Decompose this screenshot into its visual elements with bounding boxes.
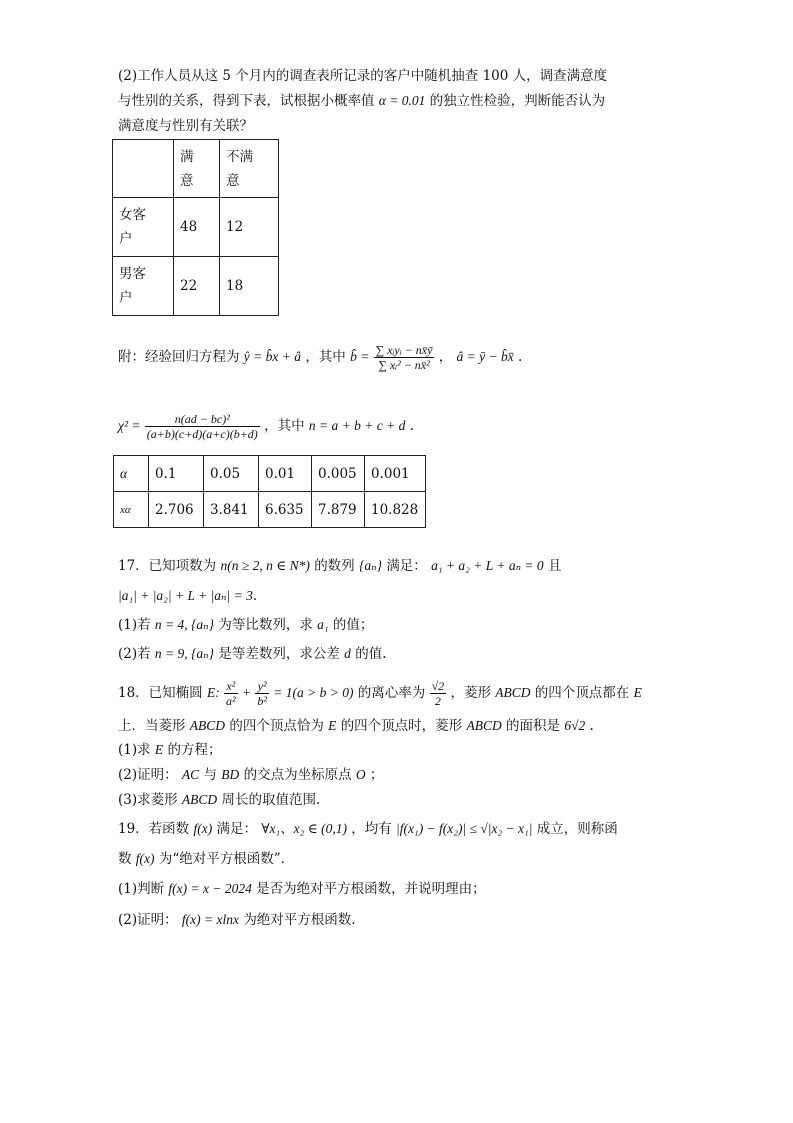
q17-line2 (118, 586, 257, 606)
q18-text: (2)证明： (118, 767, 178, 783)
q18-math: = 1(a > b > 0) (273, 685, 354, 700)
q18-part3 (118, 790, 320, 810)
q17-part1 (118, 615, 373, 635)
q18-text: 的四个顶点都在 (534, 685, 630, 701)
header-unsatisfied: 不满 意 (220, 140, 279, 198)
alpha-cell: 0.05 (204, 456, 259, 492)
q18-text: ，菱形 (450, 685, 491, 701)
appendix-mid: ，其中 (305, 349, 346, 365)
q17-text: (2)若 (118, 646, 151, 662)
male-unsatisfied: 18 (220, 257, 279, 316)
x-row-label: xα (114, 492, 149, 528)
alpha-cell: 0.01 (259, 456, 312, 492)
q18-math: ABCD (495, 685, 531, 700)
q18-eccentricity (430, 679, 447, 708)
q18-frac-x (224, 679, 238, 708)
q18-text: 的面积是 (506, 718, 561, 734)
q17-line1 (118, 556, 561, 576)
q19-line1 (118, 816, 618, 842)
q19-text: 为“绝对平方根函数”． (158, 851, 295, 867)
q17-text: 是等差数列，求公差 (218, 646, 340, 662)
q17-text: 17．已知项数为 (118, 558, 217, 574)
x-cell: 3.841 (204, 492, 259, 528)
q18-text: (1)求 (118, 742, 151, 758)
n-definition: n = a + b + c + d (308, 418, 406, 433)
q19-text: 是否为绝对平方根函数，并说明理由； (256, 881, 486, 897)
q17-math: n = 9, {aₙ} (154, 646, 215, 661)
header-satisfied: 满 意 (174, 140, 220, 198)
alpha-cell: 0.005 (312, 456, 365, 492)
male-satisfied: 22 (174, 257, 220, 316)
bhat-lhs: b̂ = (350, 349, 370, 364)
q18-text: 18．已知椭圆 (118, 685, 203, 701)
q17-n-condition: n(n ≥ 2, n ∈ N*) (220, 558, 310, 573)
q17-text: 的值. (355, 646, 387, 662)
q19-math: f(x) = x − 2024 (168, 881, 252, 896)
table-row (114, 456, 426, 492)
q18-math: BD (221, 767, 240, 782)
q17-text: 且 (547, 558, 562, 574)
q18-math: ABCD (466, 718, 502, 733)
q18-math: E (328, 718, 337, 733)
q17-math: n = 4, {aₙ} (154, 617, 215, 632)
frac-num: x² (224, 679, 238, 694)
q19-text: 19．若函数 (118, 821, 190, 837)
q19-math: f(x) (193, 821, 213, 836)
q18-text: 的离心率为 (357, 685, 426, 701)
frac-num: √2 (431, 679, 445, 693)
q17-math: d (344, 646, 351, 661)
alpha-cell: 0.1 (149, 456, 204, 492)
x-cell: 10.828 (365, 492, 426, 528)
bhat-fraction (374, 343, 435, 372)
x-cell: 2.706 (149, 492, 204, 528)
q18-text: (3)求菱形 (118, 792, 178, 808)
q17-part2 (118, 644, 387, 664)
q19-text: ，均有 (351, 821, 392, 837)
q19-math: ∀x₁、x₂ ∈ (0,1) (261, 821, 347, 836)
q18-text: ； (369, 767, 384, 783)
q18-text: 上．当菱形 (118, 718, 186, 734)
ahat-formula: â = ȳ − b̂x̄ (456, 349, 514, 364)
q18-math: O (355, 767, 366, 782)
q18-part1 (118, 740, 221, 760)
frac-num: y² (255, 679, 269, 694)
bhat-numerator: ∑ xᵢyᵢ − nx̄ȳ (375, 343, 433, 357)
q19-text: 为绝对平方根函数. (243, 912, 356, 928)
q18-line2 (118, 716, 594, 736)
table-corner-cell (113, 140, 174, 198)
q19-text: 成立，则称函 (536, 821, 618, 837)
q17-text: (1)若 (118, 617, 151, 633)
q16-part2-line1: (2)工作人员从这 5 个月内的调查表所记录的客户中随机抽查 100 人，调查满意度 (118, 68, 608, 84)
bhat-denominator: ∑ xᵢ² − nx̄² (378, 358, 430, 372)
appendix-end: . (518, 349, 523, 365)
q19-math: f(x) = xlnx (181, 912, 240, 927)
q17-sequence: {aₙ} (358, 558, 383, 573)
q19-inequality: |f(x₁) − f(x₂)| ≤ √|x₂ − x₁| (396, 821, 533, 836)
q17-text: 满足： (386, 558, 427, 574)
q18-math: ABCD (189, 718, 226, 733)
chi-mid: ，其中 (264, 418, 305, 434)
alpha-row-label: α (114, 456, 149, 492)
q18-math: + (241, 685, 252, 700)
table-row (113, 198, 279, 257)
q18-math: 6√2 (564, 718, 586, 733)
female-unsatisfied: 12 (220, 198, 279, 257)
q17-text: . (252, 588, 258, 604)
q18-text: 周长的取值范围. (221, 792, 321, 808)
q18-math: E (154, 742, 164, 757)
chi-denominator: (a+b)(c+d)(a+c)(b+d) (146, 427, 258, 441)
x-cell: 6.635 (259, 492, 312, 528)
q18-frac-y (255, 679, 269, 708)
q18-math: ABCD (181, 792, 218, 807)
frac-den: b² (257, 694, 267, 708)
q18-part2 (118, 765, 383, 785)
q19-text: 数 (118, 851, 132, 867)
q17-math: a₁ (317, 617, 329, 632)
q18-text: 与 (203, 767, 217, 783)
q18-math: E: (206, 685, 220, 700)
critical-value-table (113, 455, 426, 528)
q16-part2-line2 (118, 91, 605, 111)
q17-sum-condition: a₁ + a₂ + L + aₙ = 0 (431, 558, 544, 573)
chi-end: . (409, 418, 414, 434)
q18-text: 的交点为坐标原点 (243, 767, 352, 783)
chi-lhs: χ² = (118, 418, 141, 433)
q16-part2-line2-b: 的独立性检验，判断能否认为 (429, 93, 606, 109)
female-satisfied: 48 (174, 198, 220, 257)
q18-math: AC (181, 767, 200, 782)
alpha-cell: 0.001 (365, 456, 426, 492)
q18-text: 的四个顶点时，菱形 (340, 718, 463, 734)
frac-den: a² (226, 694, 236, 708)
q17-text: 的数列 (314, 558, 355, 574)
q17-text: 的值； (332, 617, 374, 633)
q19-part2 (118, 910, 356, 930)
q19-text: 满足： (216, 821, 258, 837)
q18-line1 (118, 676, 642, 710)
chi-numerator: n(ad − bc)² (145, 412, 260, 427)
q19-text: (1)判断 (118, 881, 165, 897)
table-row (113, 257, 279, 316)
q17-text: 为等比数列，求 (218, 617, 313, 633)
frac-den: 2 (434, 694, 441, 708)
q18-text: . (589, 718, 594, 734)
chi-square-line (118, 408, 414, 444)
x-cell: 7.879 (312, 492, 365, 528)
q19-part1 (118, 879, 486, 899)
q19-math: f(x) (135, 851, 155, 866)
q18-math: E (633, 685, 642, 700)
row-label-male: 男客 户 (113, 257, 174, 316)
appendix-prefix: 附：经验回归方程为 (118, 349, 240, 365)
q18-text: 的四个顶点恰为 (229, 718, 324, 734)
q18-text: 的方程； (167, 742, 222, 758)
alpha-value: α = 0.01 (378, 93, 426, 108)
q19-text: (2)证明： (118, 912, 178, 928)
satisfaction-table (112, 139, 279, 316)
q16-part2-line2-a: 与性别的关系，得到下表，试根据小概率值 (118, 93, 375, 109)
q19-line2 (118, 849, 294, 869)
appendix-line: 附：经验回归方程为 ŷ = b̂x + â ，其中 b̂ = $\frac{\text{∑ xᵢyᵢ − nx̄ȳ}}{\text{∑ xᵢ² − nx̄²}}$ ， â = ȳ − b̂x̄ . (118, 343, 523, 372)
regression-equation: ŷ = b̂x + â (243, 349, 302, 364)
table-row (114, 492, 426, 528)
q16-part2-line3: 满意度与性别有关联？ (118, 118, 253, 134)
q17-abs-condition: |a₁| + |a₂| + L + |aₙ| = 3 (118, 588, 253, 603)
row-label-female: 女客 户 (113, 198, 174, 257)
chi-fraction (145, 412, 260, 441)
